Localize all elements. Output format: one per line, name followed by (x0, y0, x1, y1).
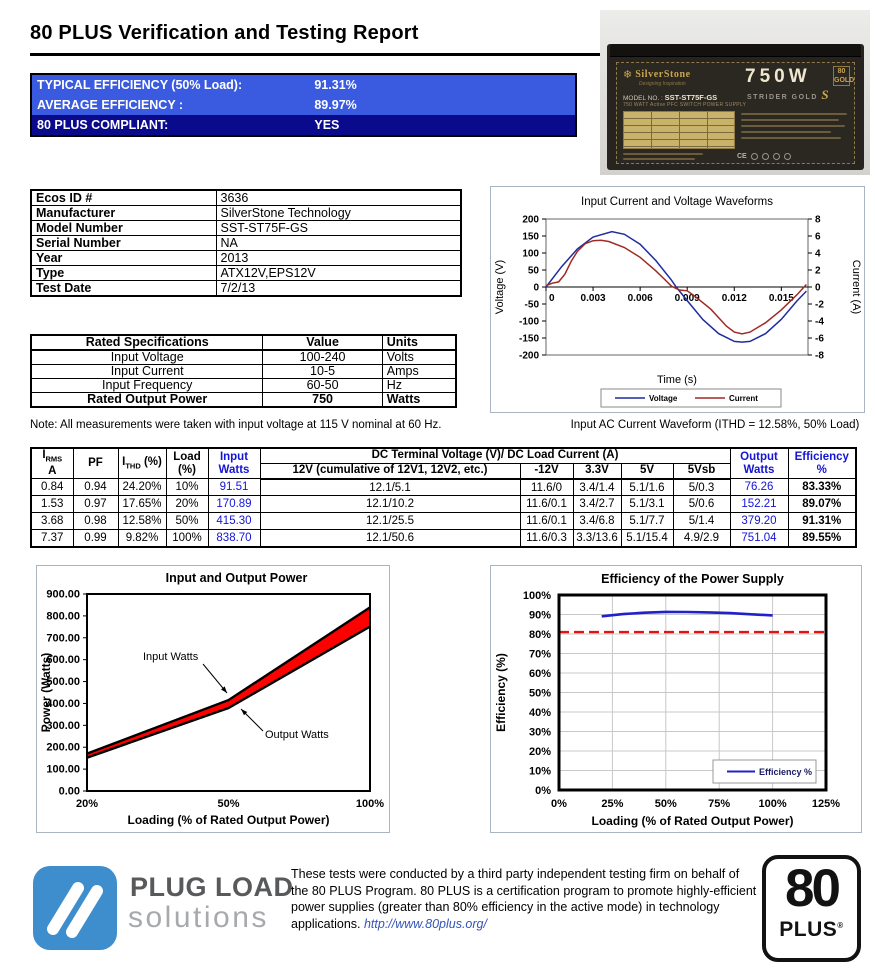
svg-text:50%: 50% (528, 687, 551, 700)
cell-load: 20% (166, 496, 208, 513)
col-header-3v3: 3.3V (573, 463, 621, 478)
cell-5vsb: 4.9/2.9 (673, 530, 730, 547)
table-row (31, 365, 456, 379)
measurement-note: Note: All measurements were taken with input voltage at 115 V nominal at 60 Hz. (30, 419, 442, 431)
cell-5vsb: 5/0.3 (673, 479, 730, 496)
spec-units: Watts (382, 393, 456, 408)
cell-output-watts: 152.21 (730, 496, 788, 513)
svg-text:125%: 125% (811, 798, 841, 810)
cell-efficiency: 83.33% (788, 479, 856, 496)
table-row (31, 479, 856, 496)
efficiency-chart-svg (491, 566, 861, 832)
psu-series: STRIDER GOLD S (747, 87, 829, 102)
svg-text:200.00: 200.00 (46, 741, 80, 754)
svg-text:90%: 90% (528, 609, 551, 622)
col-header-12v: 12V (cumulative of 12V1, 12V2, etc.) (260, 463, 520, 478)
cell-output-watts: 76.26 (730, 479, 788, 496)
cell-neg12v: 11.6/0 (520, 479, 573, 496)
cell-input-watts: 838.70 (208, 530, 260, 547)
efficiency-chart (490, 565, 862, 833)
cell-12v: 12.1/5.1 (260, 479, 520, 496)
spec-units: Volts (382, 350, 456, 365)
svg-text:-50: -50 (524, 299, 539, 311)
cell-ithd: 24.20% (118, 479, 166, 496)
svg-text:100: 100 (522, 248, 539, 260)
cell-load: 100% (166, 530, 208, 547)
power-chart-svg (37, 566, 389, 832)
cell-efficiency: 89.55% (788, 530, 856, 547)
info-value: ATX12V,EPS12V (216, 266, 461, 281)
info-label: Year (31, 251, 216, 266)
svg-text:300.00: 300.00 (46, 719, 80, 732)
cell-neg12v: 11.6/0.1 (520, 496, 573, 513)
col-header-input-watts: Input Watts (208, 448, 260, 479)
cell-5v: 5.1/1.6 (621, 479, 673, 496)
cell-irms: 7.37 (31, 530, 73, 547)
rated-specifications-table (30, 334, 457, 408)
psu-subtitle: 750 WATT Active PFC SWITCH POWER SUPPLY (623, 102, 747, 108)
table-row (31, 251, 461, 266)
svg-text:Current: Current (729, 394, 758, 403)
spec-name: Rated Output Power (31, 393, 263, 408)
spec-value: 60-50 (263, 379, 382, 393)
svg-text:0.006: 0.006 (627, 293, 653, 304)
svg-text:Voltage: Voltage (649, 394, 678, 403)
svg-text:Time (s): Time (s) (657, 374, 697, 386)
psu-model-line: MODEL NO. : SST-ST75F-GS (623, 93, 718, 102)
solutions-wordmark: solutions (128, 901, 269, 934)
value-header: Value (263, 335, 382, 350)
cell-irms: 3.68 (31, 513, 73, 530)
cell-5v: 5.1/3.1 (621, 496, 673, 513)
svg-text:0.015: 0.015 (768, 293, 794, 304)
svg-text:100%: 100% (758, 798, 787, 810)
cert-mark-icon (784, 153, 791, 160)
spec-name: Input Current (31, 365, 263, 379)
svg-text:Output Watts: Output Watts (265, 729, 329, 741)
svg-text:Input Current and Voltage Wave: Input Current and Voltage Waveforms (581, 196, 773, 208)
cell-input-watts: 91.51 (208, 479, 260, 496)
cell-12v: 12.1/50.6 (260, 530, 520, 547)
80plus-badge (762, 855, 861, 962)
svg-text:800.00: 800.00 (46, 610, 80, 623)
table-row (31, 393, 456, 408)
info-label: Manufacturer (31, 206, 216, 221)
footer-disclaimer (291, 866, 757, 932)
80plus-link[interactable]: http://www.80plus.org/ (363, 916, 487, 931)
svg-text:80%: 80% (528, 629, 551, 641)
svg-text:Efficiency (%): Efficiency (%) (494, 653, 508, 732)
svg-text:Loading (% of Rated Output Pow: Loading (% of Rated Output Power) (127, 813, 330, 827)
cell-5v: 5.1/15.4 (621, 530, 673, 547)
spec-value: 100-240 (263, 350, 382, 365)
psu-tagline: Designing Inspiration (639, 81, 686, 87)
table-row (31, 281, 461, 297)
summary-value: 89.97% (314, 98, 357, 112)
svg-text:-2: -2 (815, 299, 824, 311)
cell-pf: 0.94 (73, 479, 118, 496)
psu-brand: SilverStone (635, 69, 691, 80)
svg-text:0.012: 0.012 (721, 293, 747, 304)
summary-row-compliant (32, 115, 575, 135)
cell-irms: 0.84 (31, 479, 73, 496)
summary-row-typical (32, 75, 575, 95)
svg-text:30%: 30% (528, 726, 551, 739)
psu-wattage: 750W (745, 66, 811, 87)
spec-header: Rated Specifications (31, 335, 263, 350)
svg-text:Efficiency %: Efficiency % (759, 767, 813, 777)
info-label: Model Number (31, 221, 216, 236)
svg-text:Input Watts: Input Watts (143, 651, 199, 663)
col-header-load: Load (%) (166, 448, 208, 479)
table-row (31, 379, 456, 393)
table-row (31, 530, 856, 547)
summary-label: TYPICAL EFFICIENCY (50% Load): (37, 78, 243, 92)
psu-top-face (610, 44, 861, 57)
cell-pf: 0.98 (73, 513, 118, 530)
table-row (31, 206, 461, 221)
table-row (31, 190, 461, 206)
svg-text:0: 0 (533, 282, 539, 294)
cert-mark-icon (751, 153, 758, 160)
cell-load: 50% (166, 513, 208, 530)
svg-text:0.003: 0.003 (580, 293, 606, 304)
cell-3v3: 3.3/13.6 (573, 530, 621, 547)
svg-text:20%: 20% (528, 746, 551, 758)
svg-text:400.00: 400.00 (46, 697, 80, 710)
table-row (31, 496, 856, 513)
cell-input-watts: 415.30 (208, 513, 260, 530)
table-header-row (31, 448, 856, 463)
svg-text:100%: 100% (522, 590, 551, 602)
col-header-irms: $I_{RMS}$ A (31, 448, 73, 479)
psu-spec-sticker (623, 111, 735, 149)
col-header-5v: 5V (621, 463, 673, 478)
table-row (31, 513, 856, 530)
col-header-ithd: $I_{THD}$ (%) (118, 448, 166, 479)
cell-5vsb: 5/1.4 (673, 513, 730, 530)
badge-plus-text: PLUS® (779, 918, 844, 941)
svg-text:50%: 50% (654, 798, 677, 810)
cell-output-watts: 751.04 (730, 530, 788, 547)
svg-text:40%: 40% (528, 707, 551, 719)
svg-text:700.00: 700.00 (46, 632, 80, 645)
cell-ithd: 12.58% (118, 513, 166, 530)
svg-text:50%: 50% (217, 798, 240, 810)
svg-text:75%: 75% (708, 798, 731, 810)
cell-output-watts: 379.20 (730, 513, 788, 530)
svg-text:Power (Watts): Power (Watts) (39, 652, 53, 733)
svg-text:0.00: 0.00 (58, 785, 80, 798)
cell-load: 10% (166, 479, 208, 496)
svg-text:25%: 25% (601, 798, 624, 810)
svg-text:Voltage (V): Voltage (V) (494, 259, 506, 315)
col-header-pf: PF (73, 448, 118, 479)
waveform-caption: Input AC Current Waveform (ITHD = 12.58%, 50% Load) (570, 419, 860, 431)
power-chart (36, 565, 390, 833)
plug-load-wordmark: PLUG LOAD (130, 872, 294, 902)
svg-text:0: 0 (815, 282, 821, 294)
cell-efficiency: 91.31% (788, 513, 856, 530)
spec-units: Hz (382, 379, 456, 393)
svg-text:500.00: 500.00 (46, 676, 80, 689)
test-results-table (30, 447, 857, 548)
table-row (31, 266, 461, 281)
psu-unit (607, 44, 864, 170)
svg-text:50: 50 (527, 265, 539, 277)
product-photo (600, 10, 870, 175)
svg-text:20%: 20% (75, 798, 99, 810)
svg-text:600.00: 600.00 (46, 654, 80, 667)
summary-row-average (32, 95, 575, 115)
summary-table (30, 73, 577, 137)
badge-80-text: 80 (785, 859, 838, 918)
waveform-chart (490, 186, 865, 413)
svg-text:10%: 10% (528, 765, 551, 778)
svg-text:Efficiency of the Power Supply: Efficiency of the Power Supply (601, 572, 784, 586)
info-value: SilverStone Technology (216, 206, 461, 221)
summary-value: YES (314, 118, 340, 132)
spec-value: 750 (263, 393, 382, 408)
info-value: SST-ST75F-GS (216, 221, 461, 236)
info-value: 3636 (216, 190, 461, 206)
unit-info-table (30, 189, 462, 297)
summary-value: 91.31% (314, 78, 357, 92)
units-header: Units (382, 335, 456, 350)
info-value: 7/2/13 (216, 281, 461, 297)
svg-text:-150: -150 (518, 333, 539, 345)
svg-text:-4: -4 (815, 316, 824, 328)
spec-name: Input Voltage (31, 350, 263, 365)
info-label: Ecos ID # (31, 190, 216, 206)
waveform-chart-svg (491, 187, 864, 412)
col-header-dc-group: DC Terminal Voltage (V)/ DC Load Current (A) (260, 448, 730, 463)
table-row (31, 221, 461, 236)
table-row (31, 236, 461, 251)
svg-text:Loading (% of Rated Output Pow: Loading (% of Rated Output Power) (591, 814, 794, 828)
table-header-row (31, 335, 456, 350)
psu-80plus-gold-badge: 80 GOLD (834, 68, 855, 84)
summary-label: AVERAGE EFFICIENCY : (37, 98, 184, 112)
svg-text:0: 0 (549, 293, 555, 304)
cell-neg12v: 11.6/0.3 (520, 530, 573, 547)
svg-text:6: 6 (815, 231, 821, 243)
spec-name: Input Frequency (31, 379, 263, 393)
info-label: Serial Number (31, 236, 216, 251)
psu-label (616, 62, 855, 164)
svg-text:70%: 70% (528, 648, 551, 661)
plug-load-solutions-logo-icon (33, 866, 117, 950)
cell-pf: 0.97 (73, 496, 118, 513)
cell-pf: 0.99 (73, 530, 118, 547)
cert-mark-icon (762, 153, 769, 160)
info-value: 2013 (216, 251, 461, 266)
svg-text:0.009: 0.009 (674, 293, 700, 304)
svg-text:-200: -200 (518, 350, 539, 362)
summary-label: 80 PLUS COMPLIANT: (37, 118, 169, 132)
spec-value: 10-5 (263, 365, 382, 379)
svg-text:900.00: 900.00 (46, 588, 80, 601)
cell-5vsb: 5/0.6 (673, 496, 730, 513)
svg-text:8: 8 (815, 214, 821, 226)
page-title: 80 PLUS Verification and Testing Report (30, 22, 419, 44)
svg-text:2: 2 (815, 265, 821, 277)
svg-text:150: 150 (522, 231, 539, 243)
cert-mark-icon (773, 153, 780, 160)
cell-3v3: 3.4/1.4 (573, 479, 621, 496)
cell-neg12v: 11.6/0.1 (520, 513, 573, 530)
cell-5v: 5.1/7.7 (621, 513, 673, 530)
spec-units: Amps (382, 365, 456, 379)
cell-12v: 12.1/10.2 (260, 496, 520, 513)
svg-text:100.00: 100.00 (46, 763, 80, 776)
cell-irms: 1.53 (31, 496, 73, 513)
silverstone-snowflake-icon: ❄ (623, 69, 633, 81)
svg-text:0%: 0% (551, 798, 567, 810)
disclaimer-text: These tests were conducted by a third party independent testing firm on behalf of the 80 PLUS Program. 80 PLUS is a certification program to promote highly-efficient power supplies (greater than 80% efficiency in the active mode) in technology applications. (291, 867, 757, 931)
svg-text:4: 4 (815, 248, 821, 260)
psu-cert-marks: CE (737, 153, 791, 160)
cell-ithd: 9.82% (118, 530, 166, 547)
svg-text:-100: -100 (518, 316, 539, 328)
svg-text:100%: 100% (355, 798, 385, 810)
info-value: NA (216, 236, 461, 251)
col-header-neg12v: -12V (520, 463, 573, 478)
col-header-efficiency: Efficiency % (788, 448, 856, 479)
svg-text:Current (A): Current (A) (850, 259, 862, 315)
cell-3v3: 3.4/6.8 (573, 513, 621, 530)
cell-input-watts: 170.89 (208, 496, 260, 513)
cell-12v: 12.1/25.5 (260, 513, 520, 530)
table-row (31, 350, 456, 365)
info-label: Type (31, 266, 216, 281)
col-header-output-watts: Output Watts (730, 448, 788, 479)
cell-efficiency: 89.07% (788, 496, 856, 513)
svg-text:Input and Output Power: Input and Output Power (165, 571, 308, 585)
info-label: Test Date (31, 281, 216, 297)
svg-text:-8: -8 (815, 350, 824, 362)
svg-text:0%: 0% (535, 785, 551, 797)
svg-text:-6: -6 (815, 333, 824, 345)
svg-text:200: 200 (522, 214, 539, 226)
col-header-5vsb: 5Vsb (673, 463, 730, 478)
cell-ithd: 17.65% (118, 496, 166, 513)
cell-3v3: 3.4/2.7 (573, 496, 621, 513)
svg-text:60%: 60% (528, 668, 551, 680)
